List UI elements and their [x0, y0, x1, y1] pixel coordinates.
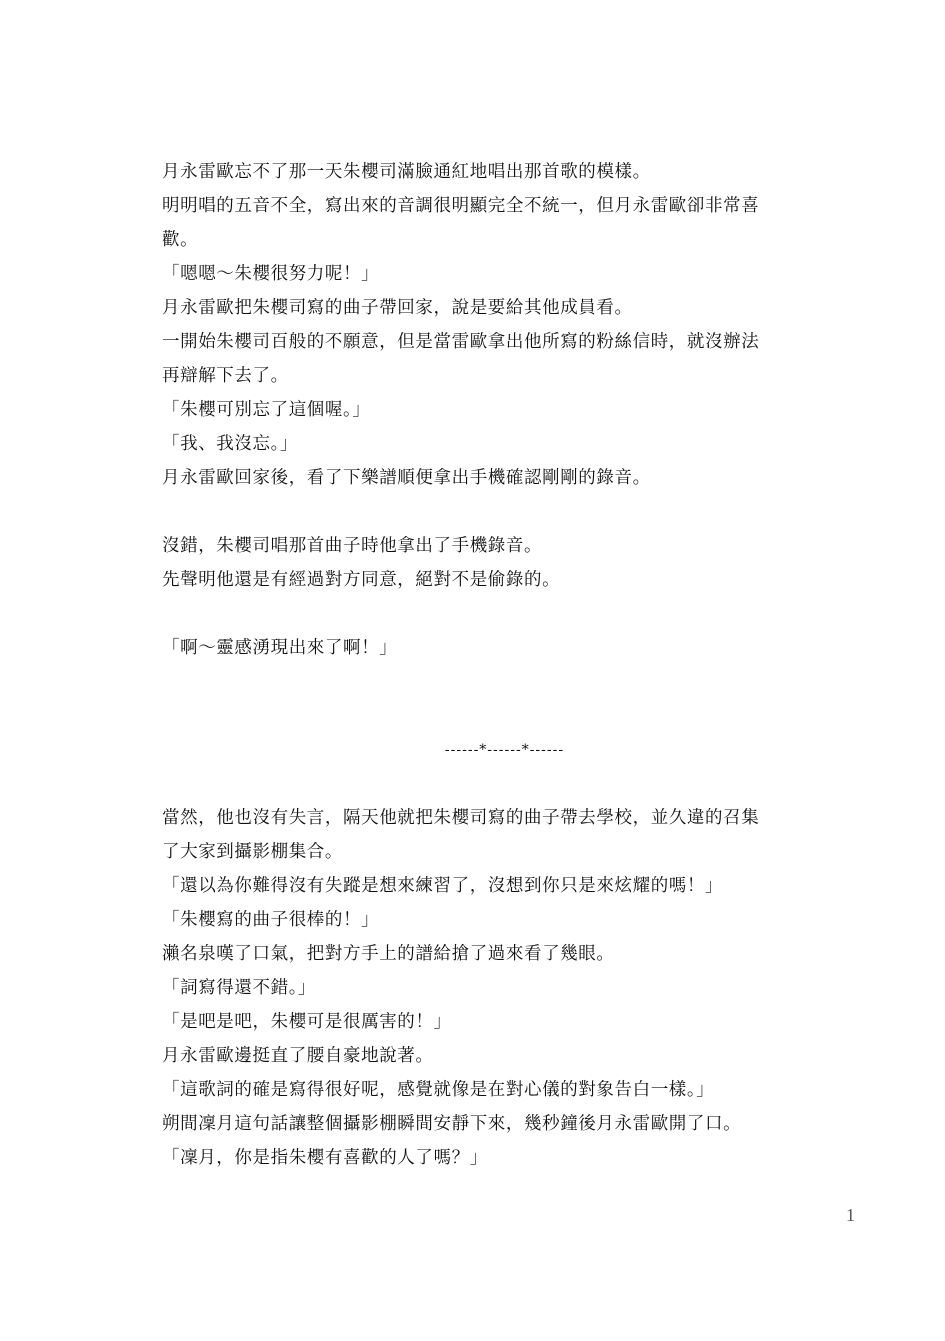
dialogue-line: 「朱櫻寫的曲子很棒的！」	[162, 910, 380, 930]
dialogue-line: 「凜月，你是指朱櫻有喜歡的人了嗎？」	[162, 1148, 488, 1168]
paragraph-line: 朔間凜月這句話讓整個攝影棚瞬間安靜下來，幾秒鐘後月永雷歐開了口。	[162, 1114, 742, 1134]
blank-line	[162, 597, 827, 631]
blank-line	[162, 665, 827, 733]
paragraph-line: 再辯解下去了。	[162, 366, 289, 386]
paragraph-line: 先聲明他還是有經過對方同意，絕對不是偷錄的。	[162, 570, 561, 590]
paragraph-line: 沒錯，朱櫻司唱那首曲子時他拿出了手機錄音。	[162, 536, 543, 556]
paragraph-line: 月永雷歐邊挺直了腰自豪地說著。	[162, 1046, 434, 1066]
dialogue-line: 「朱櫻可別忘了這個喔。」	[162, 400, 371, 420]
page-number: 1	[846, 1205, 855, 1225]
paragraph-line: 了大家到攝影棚集合。	[162, 842, 343, 862]
paragraph-line: 當然，他也沒有失言，隔天他就把朱櫻司寫的曲子帶去學校，並久違的召集	[162, 808, 760, 828]
dialogue-line: 「我、我沒忘。」	[162, 434, 299, 454]
dialogue-line: 「詞寫得還不錯。」	[162, 978, 317, 998]
paragraph-line: 一開始朱櫻司百般的不願意，但是當雷歐拿出他所寫的粉絲信時，就沒辦法	[162, 332, 760, 352]
dialogue-line: 「嗯嗯～朱櫻很努力呢！」	[162, 264, 380, 284]
dialogue-line: 「啊～靈感湧現出來了啊！」	[162, 638, 398, 658]
paragraph-line: 明明唱的五音不全，寫出來的音調很明顯完全不統一，但月永雷歐卻非常喜	[162, 196, 760, 216]
scene-divider: ------*------*------	[444, 742, 565, 758]
paragraph-line: 月永雷歐回家後，看了下樂譜順便拿出手機確認剛剛的錄音。	[162, 468, 651, 488]
paragraph-line: 瀨名泉嘆了口氣，把對方手上的譜給搶了過來看了幾眼。	[162, 944, 615, 964]
blank-line	[162, 767, 827, 801]
blank-line	[162, 495, 827, 529]
paragraph-line: 月永雷歐把朱櫻司寫的曲子帶回家，說是要給其他成員看。	[162, 298, 633, 318]
body-text	[162, 155, 827, 1175]
paragraph-line: 月永雷歐忘不了那一天朱櫻司滿臉通紅地唱出那首歌的模樣。	[162, 162, 651, 182]
dialogue-line: 「是吧是吧，朱櫻可是很厲害的！」	[162, 1012, 452, 1032]
dialogue-line: 「這歌詞的確是寫得很好呢，感覺就像是在對心儀的對象告白一樣。」	[162, 1080, 715, 1100]
dialogue-line: 「還以為你難得沒有失蹤是想來練習了，沒想到你只是來炫耀的嗎！」	[162, 876, 724, 896]
paragraph-line: 歡。	[162, 230, 199, 250]
